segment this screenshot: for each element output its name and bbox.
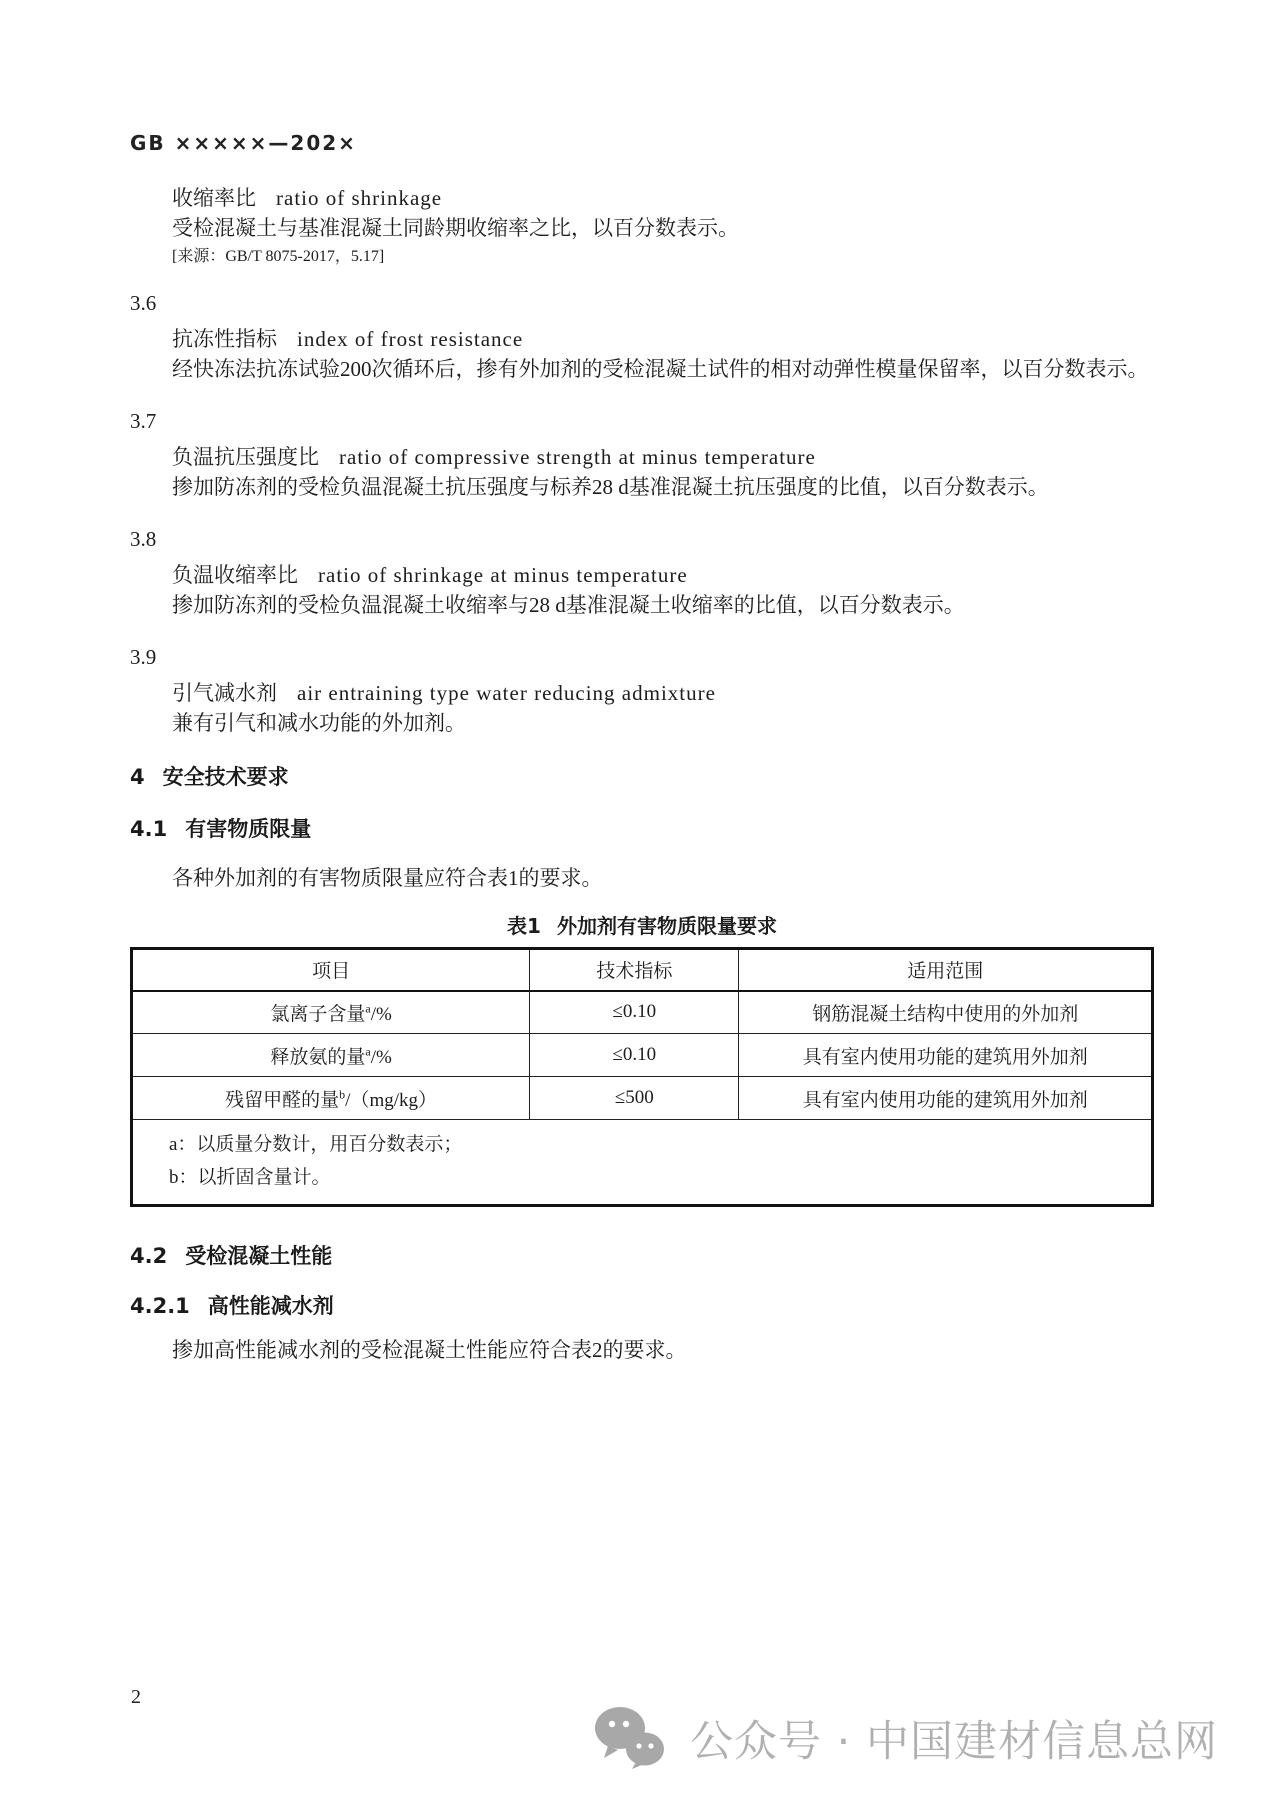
section-number: 4.2.1 xyxy=(130,1294,190,1318)
clause-number: 3.8 xyxy=(130,527,157,551)
definition-text: 掺加防冻剂的受检负温混凝土收缩率与28 d基准混凝土收缩率的比值，以百分数表示。 xyxy=(172,593,965,617)
term-zh: 负温抗压强度比 xyxy=(172,445,319,469)
cell-item xyxy=(132,1077,530,1120)
paragraph-4-1: 各种外加剂的有害物质限量应符合表1的要求。 xyxy=(172,866,603,890)
section-title: 有害物质限量 xyxy=(185,817,312,841)
section-number: 4.1 xyxy=(130,817,168,841)
definition-text: 经快冻法抗冻试验200次循环后，掺有外加剂的受检混凝土试件的相对动弹性模量保留率，以百分数表示。 xyxy=(172,357,1149,381)
table-caption-text: 外加剂有害物质限量要求 xyxy=(556,914,777,938)
definition-text: 受检混凝土与基准混凝土同龄期收缩率之比，以百分数表示。 xyxy=(172,216,739,240)
term-zh: 负温收缩率比 xyxy=(172,563,298,587)
footnote-a: a：以质量分数计，用百分数表示； xyxy=(169,1134,463,1155)
section-4-2-heading xyxy=(130,1241,1154,1271)
page-number: 2 xyxy=(131,1686,141,1708)
source-note: [来源：GB/T 8075-2017，5.17] xyxy=(172,248,385,265)
item-superscript: b xyxy=(339,1087,346,1102)
cell-scope: 具有室内使用功能的建筑用外加剂 xyxy=(739,1077,1153,1120)
term-line xyxy=(130,442,1154,472)
cell-limit: ≤0.10 xyxy=(530,991,739,1034)
term-en: air entraining type water reducing admixture xyxy=(297,681,716,705)
watermark-text: 公众号 · 中国建材信息总网 xyxy=(690,1716,1219,1767)
standard-code-header: GB ×××××—202× xyxy=(130,131,357,155)
section-4-1-heading xyxy=(130,814,1154,844)
definition-text: 掺加防冻剂的受检负温混凝土抗压强度与标养28 d基准混凝土抗压强度的比值，以百分数表示。 xyxy=(172,475,1049,499)
term-zh: 收缩率比 xyxy=(172,186,256,210)
term-line xyxy=(130,560,1154,590)
footnote-b: b：以折固含量计。 xyxy=(169,1167,331,1188)
section-number: 4.2 xyxy=(130,1244,168,1268)
clause-3-6 xyxy=(130,288,1154,384)
term-zh: 引气减水剂 xyxy=(172,681,277,705)
paragraph-4-2-1: 掺加高性能减水剂的受检混凝土性能应符合表2的要求。 xyxy=(172,1338,687,1362)
table-footnote-row xyxy=(132,1120,1153,1206)
item-unit: /（mg/kg） xyxy=(345,1089,438,1111)
section-4-2-1-heading xyxy=(130,1291,1154,1321)
clause-3-9 xyxy=(130,642,1154,738)
cell-limit: ≤0.10 xyxy=(530,1034,739,1077)
item-text: 氯离子含量 xyxy=(270,1003,366,1025)
item-superscript: a xyxy=(365,1001,371,1016)
clause-continuation-block xyxy=(130,183,1154,266)
item-text: 释放氨的量 xyxy=(270,1046,366,1068)
item-text: 残留甲醛的量 xyxy=(225,1089,340,1111)
clause-number: 3.6 xyxy=(130,291,157,315)
section-title: 受检混凝土性能 xyxy=(185,1244,333,1268)
table-row xyxy=(132,1077,1153,1120)
table-row xyxy=(132,991,1153,1034)
clause-3-7 xyxy=(130,406,1154,502)
wechat-icon xyxy=(594,1706,666,1770)
col-header-limit: 技术指标 xyxy=(530,949,739,991)
section-title: 安全技术要求 xyxy=(162,765,289,789)
term-en: ratio of compressive strength at minus temperature xyxy=(339,445,816,469)
table-row xyxy=(132,1034,1153,1077)
term-line xyxy=(130,324,1154,354)
watermark xyxy=(594,1706,1218,1770)
term-en: index of frost resistance xyxy=(297,327,524,351)
footnote-cell xyxy=(132,1120,1153,1206)
cell-item xyxy=(132,1034,530,1077)
cell-limit: ≤500 xyxy=(530,1077,739,1120)
item-unit: /% xyxy=(370,1003,392,1025)
cell-scope: 具有室内使用功能的建筑用外加剂 xyxy=(739,1034,1153,1077)
cell-scope: 钢筋混凝土结构中使用的外加剂 xyxy=(739,991,1153,1034)
cell-item xyxy=(132,991,530,1034)
clause-number: 3.9 xyxy=(130,645,157,669)
table-1-harmful-substance-limits xyxy=(130,947,1154,1207)
term-en: ratio of shrinkage xyxy=(276,186,443,210)
section-number: 4 xyxy=(130,765,145,789)
col-header-item: 项目 xyxy=(132,949,530,991)
term-line xyxy=(130,183,1154,213)
clause-number: 3.7 xyxy=(130,409,157,433)
section-4-heading xyxy=(130,762,1154,792)
term-line xyxy=(130,678,1154,708)
page-content xyxy=(130,130,1154,1365)
clause-3-8 xyxy=(130,524,1154,620)
section-title: 高性能减水剂 xyxy=(207,1294,334,1318)
definition-text: 兼有引气和减水功能的外加剂。 xyxy=(172,711,466,735)
table-1-caption xyxy=(130,911,1154,941)
term-en: ratio of shrinkage at minus temperature xyxy=(318,563,688,587)
term-zh: 抗冻性指标 xyxy=(172,327,277,351)
col-header-scope: 适用范围 xyxy=(739,949,1153,991)
table-header-row xyxy=(132,949,1153,991)
table-caption-label: 表1 xyxy=(507,914,541,938)
item-superscript: a xyxy=(365,1044,371,1059)
item-unit: /% xyxy=(370,1046,392,1068)
